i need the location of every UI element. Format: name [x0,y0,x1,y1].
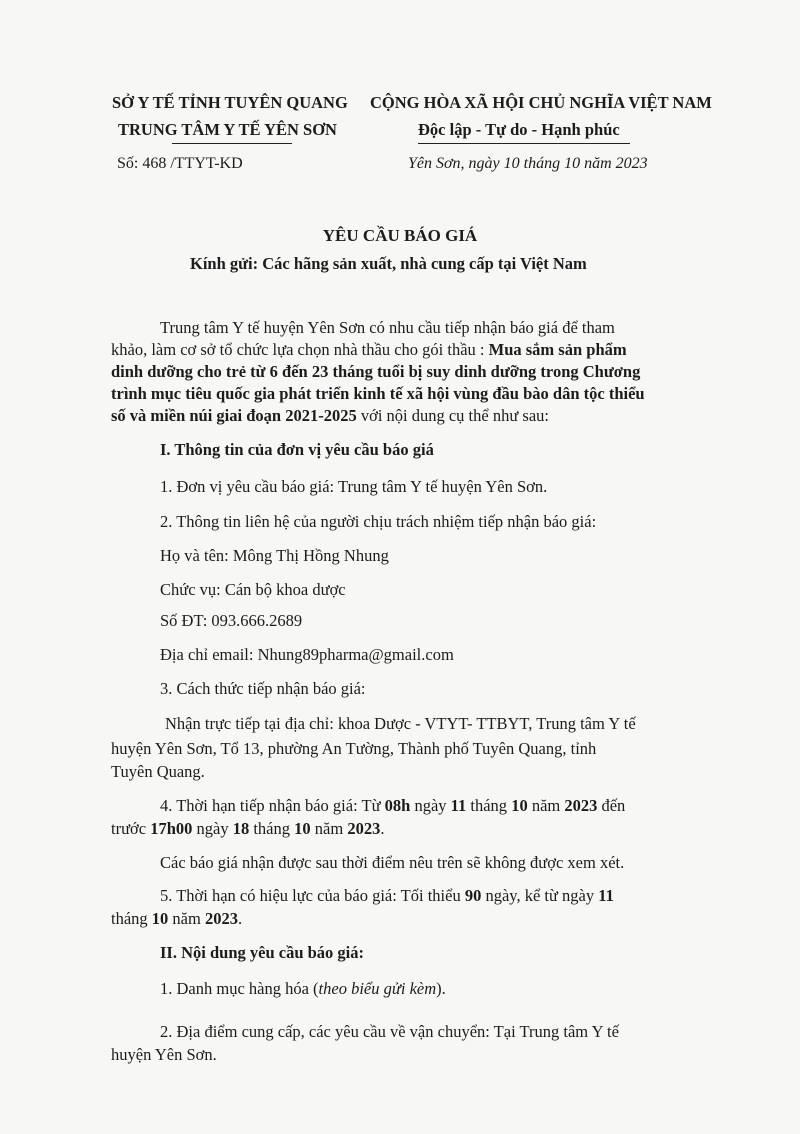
intro-line-3: dinh dưỡng cho trẻ từ 6 đến 23 tháng tuổi bị suy dinh dưỡng trong Chương [111,362,641,381]
t: tháng [249,819,295,838]
t: ). [436,979,446,998]
section-2-heading: II. Nội dung yêu cầu báo giá: [160,943,365,962]
section-2-item-1 [160,981,446,998]
document-date: Yên Sơn, ngày 10 tháng 10 năm 2023 [408,155,648,172]
late-notice: Các báo giá nhận được sau thời điểm nêu trên sẽ không được xem xét. [160,853,625,872]
intro-text: khảo, làm cơ sở tổ chức lựa chọn nhà thầu cho gói thầu : [111,340,489,359]
package-name-start: Mua sắm sản phẩm [488,340,627,359]
contact-position: Chức vụ: Cán bộ khoa dược [160,580,346,599]
start-day: 11 [450,796,467,815]
section-2-item-2-line-2: huyện Yên Sơn. [111,1045,217,1064]
document-number: Số: 468 /TTYT-KD [117,155,243,172]
t: năm [527,796,565,815]
motto: Độc lập - Tự do - Hạnh phúc [418,120,620,139]
t: tháng [466,796,512,815]
end-month: 10 [294,819,311,838]
end-day: 18 [232,819,250,838]
attachment-note: theo biểu gửi kèm [318,979,437,998]
intro-line-4: trình mục tiêu quốc gia phát triển kinh tế xã hội vùng đầu bào dân tộc thiểu [111,384,645,403]
section-1-item-1: 1. Đơn vị yêu cầu báo giá: Trung tâm Y tế huyện Yên Sơn. [160,477,548,496]
validity-day: 11 [598,886,614,905]
validity-days: 90 [464,886,482,905]
t: ngày [192,819,233,838]
section-1-item-4-line-2 [111,821,384,838]
section-1-item-3: 3. Cách thức tiếp nhận báo giá: [160,679,366,698]
header-left-underline [172,143,292,144]
section-2-item-2-line-1: 2. Địa điểm cung cấp, các yêu cầu về vận chuyển: Tại Trung tâm Y tế [160,1022,619,1041]
intro-tail: với nội dung cụ thể như sau: [356,406,549,425]
validity-year: 2023 [204,909,238,928]
t: ngày [410,796,451,815]
section-1-item-5-line-1 [160,888,614,905]
section-1-item-5-line-2 [111,911,242,928]
start-month: 10 [511,796,528,815]
nation-name: CỘNG HÒA XÃ HỘI CHỦ NGHĨA VIỆT NAM [370,93,712,112]
end-hour: 17h00 [150,819,193,838]
intro-line-5 [111,408,549,425]
contact-name: Họ và tên: Mông Thị Hồng Nhung [160,546,389,565]
t: 1. Danh mục hàng hóa ( [160,979,319,998]
t: ngày, kể từ ngày [481,886,599,905]
start-hour: 08h [384,796,411,815]
contact-phone: Số ĐT: 093.666.2689 [160,611,303,630]
agency-name: SỞ Y TẾ TỈNH TUYÊN QUANG [112,93,348,112]
contact-email: Địa chỉ email: Nhung89pharma@gmail.com [160,645,454,664]
t: 5. Thời hạn có hiệu lực của báo giá: Tối thiểu [160,886,465,905]
t: tháng [111,909,152,928]
end-year: 2023 [347,819,381,838]
section-1-item-4-line-1 [160,798,625,815]
start-year: 2023 [564,796,598,815]
address-line-1: Nhận trực tiếp tại địa chỉ: khoa Dược - VTYT- TTBYT, Trung tâm Y tế [165,714,636,733]
address-line-3: Tuyên Quang. [111,762,205,781]
t: trước [111,819,151,838]
t: năm [168,909,205,928]
recipient: Kính gửi: Các hãng sản xuất, nhà cung cấp tại Việt Nam [190,254,587,273]
t: . [380,819,385,838]
section-1-heading: I. Thông tin của đơn vị yêu cầu báo giá [160,440,434,459]
package-name-end: số và miền núi giai đoạn 2021-2025 [111,406,357,425]
intro-line-1: Trung tâm Y tế huyện Yên Sơn có nhu cầu tiếp nhận báo giá để tham [160,318,615,337]
document-title: YÊU CẦU BÁO GIÁ [322,226,478,245]
section-1-item-2: 2. Thông tin liên hệ của người chịu trách nhiệm tiếp nhận báo giá: [160,512,597,531]
intro-line-2 [111,342,627,359]
t: . [237,909,243,928]
t: đến [597,796,626,815]
t: 4. Thời hạn tiếp nhận báo giá: Từ [160,796,385,815]
unit-name: TRUNG TÂM Y TẾ YÊN SƠN [118,120,337,139]
header-right-underline [418,143,630,144]
validity-month: 10 [151,909,169,928]
t: năm [310,819,348,838]
address-line-2: huyện Yên Sơn, Tổ 13, phường An Tường, Thành phố Tuyên Quang, tỉnh [111,739,597,758]
